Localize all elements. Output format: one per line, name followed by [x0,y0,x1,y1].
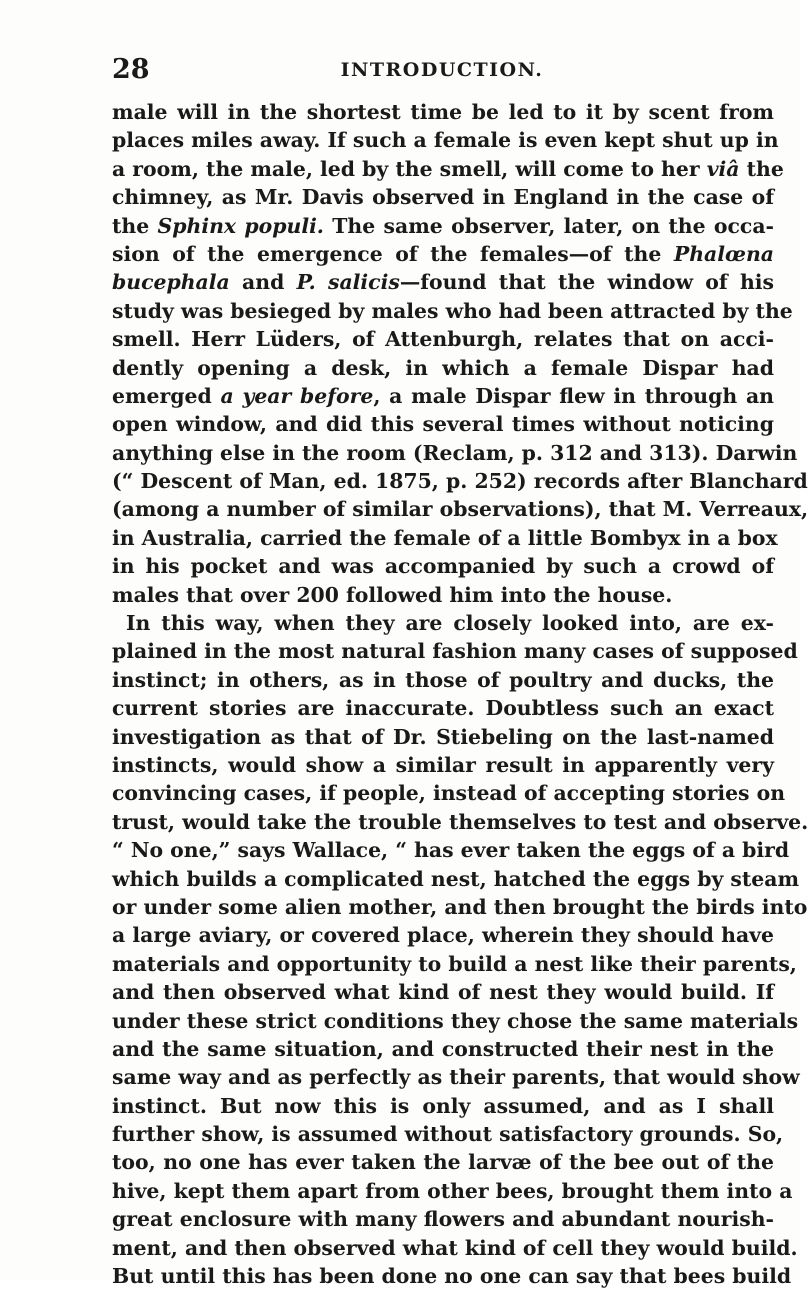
body-text [112,98,808,1290]
text-segment: emerged [112,383,221,408]
text-segment: the [112,213,158,238]
page-number: 28 [112,54,150,85]
text-line [112,1092,774,1120]
text-line-content: too, no one has ever taken the larvæ of the bee out of the [112,1150,774,1175]
text-line-content: plained in the most natural fashion many cases of supposed [112,639,798,664]
italic-phrase: Sphinx populi. [157,213,324,238]
text-line-content: In this way, when they are closely looked into, are ex- [126,611,774,636]
text-line-content: males that over 200 followed him into the house. [112,582,673,607]
text-line-content: great enclosure with many flowers and abundant nourish- [112,1207,774,1232]
text-line-content: hive, kept them apart from other bees, brought them into a [112,1178,793,1203]
text-line [112,1035,774,1063]
text-line [112,581,774,609]
italic-phrase: bucephala [112,270,230,295]
text-line [112,297,793,325]
text-line-content: trust, would take the trouble themselves to test and observe. [112,809,808,834]
text-line-content: anything else in the room (Reclam, p. 312 and 313). Darwin [112,440,798,465]
text-line [112,1007,799,1035]
text-line-content: instincts, would show a similar result in apparently very [112,752,774,777]
text-line [112,268,774,296]
text-line-content: and then observed what kind of nest they would build. If [112,980,774,1005]
text-line [112,410,774,438]
text-line [112,126,779,154]
text-line-content: a large aviary, or covered place, wherein they should have [112,923,774,948]
text-line-content: current stories are inaccurate. Doubtless such an exact [112,696,774,721]
text-line-content: in his pocket and was accompanied by such a crowd of [112,554,774,579]
italic-phrase: a year before [220,383,374,408]
text-line [112,98,774,126]
text-line-content: and the same situation, and constructed their nest in the [112,1036,774,1061]
text-line [112,836,790,864]
text-line-content: But until this has been done no one can say that bees build [112,1264,792,1289]
text-line-content: under these strict conditions they chose the same materials [112,1008,799,1033]
text-line-content: open window, and did this several times without noticing [112,412,774,437]
text-line [112,212,774,240]
text-line [112,524,778,552]
text-line-content: male will in the shortest time be led to it by scent from [112,100,774,124]
text-line-content: study was besieged by males who had been attracted by the [112,298,793,323]
text-segment: sion of the emergence of the females—of the [112,241,674,266]
text-line-content: dently opening a desk, in which a female Dispar had [112,355,774,380]
text-line [112,155,784,183]
text-line [112,240,774,268]
text-line [112,1205,774,1233]
text-line [112,921,774,949]
text-line-content: further show, is assumed without satisfactory grounds. So, [112,1122,784,1147]
text-line [112,467,808,495]
text-line-content: (“ Descent of Man, ed. 1875, p. 252) records after Blanchard [112,469,808,494]
text-line-content: instinct. But now this is only assumed, and as I shall [112,1093,774,1118]
text-line-content: same way and as perfectly as their parents, that would show [112,1065,800,1090]
text-line [112,865,800,893]
text-line [112,978,774,1006]
text-line [112,183,774,211]
text-segment: —found that the window of his [399,270,775,295]
italic-phrase: P. salicis [296,270,400,295]
text-line [112,808,808,836]
text-segment: The same observer, later, on the occa- [323,213,774,238]
text-line [112,723,774,751]
text-line [112,354,774,382]
page-header [112,54,772,84]
text-segment: a room, the male, led by the smell, will come to her [112,156,707,181]
text-line-content: in Australia, carried the female of a little Bombyx in a box [112,525,778,550]
text-line [112,439,798,467]
italic-phrase: Phalœna [673,241,774,266]
text-line-content: or under some alien mother, and then brought the birds into [112,894,808,919]
text-line [112,950,797,978]
text-line [112,1234,798,1262]
italic-phrase: viâ [706,156,740,181]
text-line-content: which builds a complicated nest, hatched the eggs by steam [112,866,800,891]
text-line [112,325,774,353]
text-line [112,495,808,523]
text-line [112,552,774,580]
text-line-content: chimney, as Mr. Davis observed in England in the case of [112,185,774,210]
text-line-content: convincing cases, if people, instead of accepting stories on [112,781,786,806]
text-line-content: places miles away. If such a female is even kept shut up in [112,128,779,153]
text-line [112,1177,793,1205]
text-line [112,751,774,779]
text-line-content: “ No one,” says Wallace, “ has ever taken the eggs of a bird [112,838,790,863]
text-line [112,637,798,665]
text-line [112,1148,774,1176]
text-line [112,1063,800,1091]
text-line [112,1262,792,1290]
text-line [112,779,786,807]
text-line-content: ment, and then observed what kind of cell they would build. [112,1235,798,1260]
text-segment: , a male Dispar flew in through an [373,383,774,408]
text-segment: the [739,156,784,181]
text-line [112,1120,784,1148]
text-line [112,694,774,722]
text-line [112,382,774,410]
text-line-content: smell. Herr Lüders, of Attenburgh, relates that on acci- [112,327,774,352]
text-line [112,609,774,637]
text-line-content: (among a number of similar observations), that M. Verreaux, [112,497,808,522]
text-line-content: instinct; in others, as in those of poultry and ducks, the [112,667,774,692]
text-line [112,666,774,694]
text-line [112,893,808,921]
text-segment: and [229,270,297,295]
text-line-content: materials and opportunity to build a nest like their parents, [112,951,797,976]
running-head: INTRODUCTION. [340,59,544,81]
text-line-content: investigation as that of Dr. Stiebeling on the last-named [112,724,774,749]
